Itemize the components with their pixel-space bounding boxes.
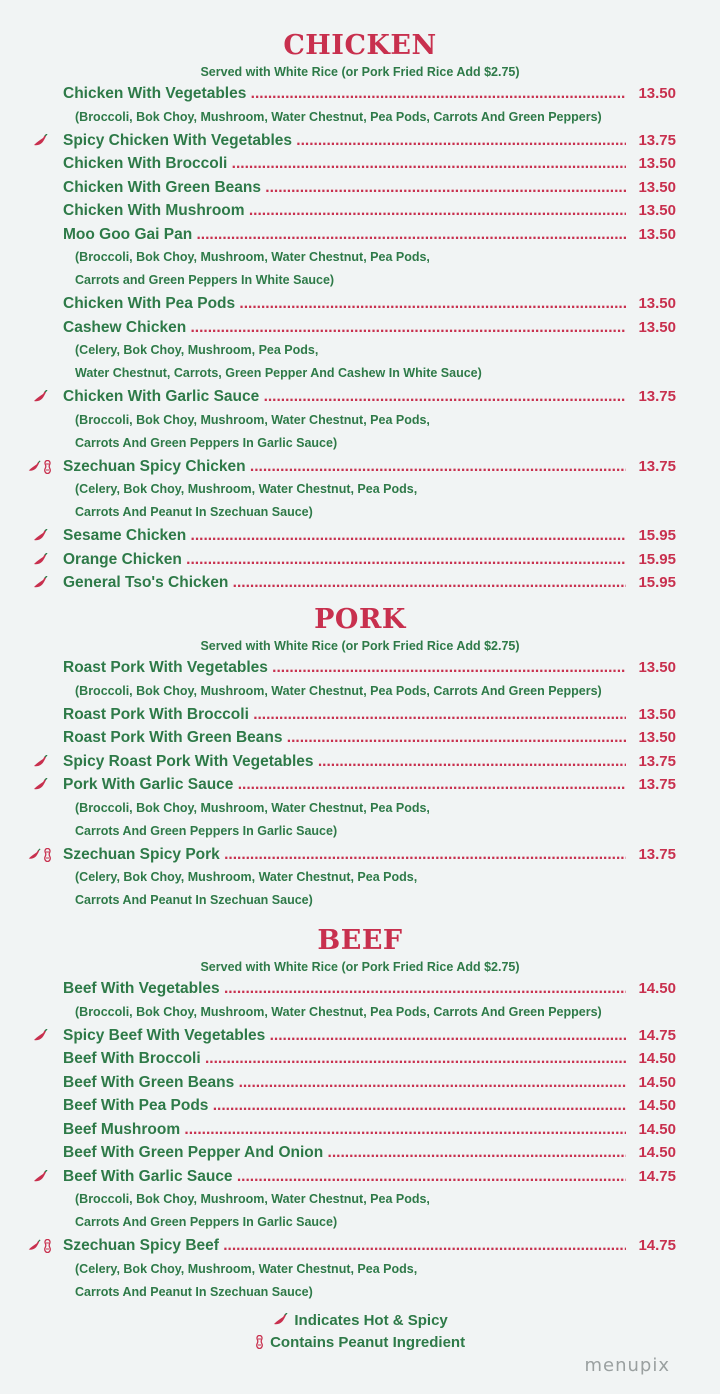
chili-pepper-icon xyxy=(32,1170,48,1184)
item-icons xyxy=(32,1029,62,1043)
item-name: Beef With Garlic Sauce ..... xyxy=(63,1165,674,1189)
menu-item xyxy=(0,548,720,572)
legend-spicy xyxy=(0,1310,720,1332)
item-name: Pork With Garlic Sauce ..... xyxy=(63,773,674,797)
item-description: Carrots And Peanut In Szechuan Sauce) xyxy=(75,893,313,907)
menu-item xyxy=(0,773,720,797)
item-description: (Broccoli, Bok Choy, Mushroom, Water Chestnut, Pea Pods, xyxy=(75,412,430,427)
menu-item xyxy=(0,223,720,247)
item-price: 14.50 xyxy=(626,1047,676,1071)
item-price: 13.50 xyxy=(626,292,676,316)
chili-pepper-icon xyxy=(27,1239,41,1253)
item-description: Carrots and Green Peppers In White Sauce) xyxy=(75,273,335,287)
chili-pepper-icon xyxy=(32,134,48,148)
section-pork xyxy=(0,604,720,912)
item-price: 14.50 xyxy=(626,1118,676,1142)
item-icons xyxy=(32,553,62,567)
menu-item xyxy=(0,1141,720,1165)
legend-spicy-label: Indicates Hot & Spicy xyxy=(294,1312,448,1329)
item-price: 14.50 xyxy=(626,1071,676,1095)
item-icons xyxy=(32,848,62,862)
item-description: Carrots And Green Peppers In Garlic Sauce) xyxy=(75,435,338,450)
chili-pepper-icon xyxy=(32,778,48,792)
item-icons xyxy=(32,755,62,769)
chili-pepper-icon xyxy=(32,576,48,590)
menu-item xyxy=(0,152,720,176)
item-price: 13.75 xyxy=(626,843,676,867)
menu-item xyxy=(0,455,720,479)
item-price: 13.75 xyxy=(626,129,676,153)
item-name: Orange Chicken ..... xyxy=(63,548,674,572)
item-name: Chicken With Pea Pods ..... xyxy=(63,292,674,316)
peanut-icon xyxy=(255,1335,264,1349)
item-name: Spicy Chicken With Vegetables ..... xyxy=(63,129,674,153)
item-price: 14.50 xyxy=(626,1141,676,1165)
legend-peanut-label: Contains Peanut Ingredient xyxy=(270,1334,466,1351)
section-beef xyxy=(0,925,720,1304)
watermark-logo: menupix xyxy=(584,1355,670,1376)
item-price: 13.50 xyxy=(626,176,676,200)
item-name: Szechuan Spicy Chicken ..... xyxy=(63,455,674,479)
item-name: Moo Goo Gai Pan ..... xyxy=(63,223,674,247)
menu-item xyxy=(0,571,720,595)
item-price: 14.75 xyxy=(626,1024,676,1048)
menu-item xyxy=(0,656,720,680)
section-chicken xyxy=(0,30,720,595)
item-name: Beef Mushroom ..... xyxy=(63,1118,674,1142)
item-description: (Broccoli, Bok Choy, Mushroom, Water Chestnut, Pea Pods, Carrots And Green Peppers) xyxy=(75,109,602,124)
item-name: Beef With Broccoli ..... xyxy=(63,1047,674,1071)
menu-item xyxy=(0,316,720,340)
menu-item xyxy=(0,292,720,316)
item-price: 13.75 xyxy=(626,773,676,797)
item-price: 13.50 xyxy=(626,82,676,106)
chili-pepper-icon xyxy=(32,755,48,769)
menu-item xyxy=(0,1024,720,1048)
item-description: (Broccoli, Bok Choy, Mushroom, Water Chestnut, Pea Pods, Carrots And Green Peppers) xyxy=(75,1004,602,1019)
menu-item xyxy=(0,726,720,750)
menu-item xyxy=(0,1094,720,1118)
section-title: BEEF xyxy=(317,925,403,956)
peanut-icon xyxy=(43,848,52,862)
chili-pepper-icon xyxy=(27,460,41,474)
item-name: Roast Pork With Vegetables ..... xyxy=(63,656,674,680)
item-name: General Tso's Chicken ..... xyxy=(63,571,674,595)
item-name: Beef With Green Pepper And Onion ..... xyxy=(63,1141,674,1165)
item-price: 13.50 xyxy=(626,316,676,340)
item-price: 13.50 xyxy=(626,223,676,247)
menu-item xyxy=(0,977,720,1001)
item-description: (Broccoli, Bok Choy, Mushroom, Water Chestnut, Pea Pods, xyxy=(75,250,430,264)
item-icons xyxy=(32,576,62,590)
item-name: Spicy Beef With Vegetables ..... xyxy=(63,1024,674,1048)
item-price: 14.75 xyxy=(626,1165,676,1189)
item-price: 15.95 xyxy=(626,571,676,595)
chili-pepper-icon xyxy=(27,848,41,862)
item-price: 13.75 xyxy=(626,385,676,409)
legend-peanut xyxy=(0,1332,720,1354)
item-icons xyxy=(32,529,62,543)
menu-item xyxy=(0,1047,720,1071)
menu-item xyxy=(0,176,720,200)
chili-pepper-icon xyxy=(32,553,48,567)
item-name: Spicy Roast Pork With Vegetables ..... xyxy=(63,750,674,774)
item-description: (Broccoli, Bok Choy, Mushroom, Water Chestnut, Pea Pods, xyxy=(75,1192,430,1206)
menu-item xyxy=(0,1071,720,1095)
item-price: 15.95 xyxy=(626,524,676,548)
item-description: (Broccoli, Bok Choy, Mushroom, Water Chestnut, Pea Pods, xyxy=(75,800,430,815)
item-name: Roast Pork With Broccoli ..... xyxy=(63,703,674,727)
section-subtitle: Served with White Rice (or Pork Fried Rice Add $2.75) xyxy=(200,639,520,653)
chili-pepper-icon xyxy=(272,1313,288,1327)
item-name: Sesame Chicken ..... xyxy=(63,524,674,548)
menu-item xyxy=(0,703,720,727)
item-description: (Celery, Bok Choy, Mushroom, Water Chestnut, Pea Pods, xyxy=(75,1261,418,1276)
section-title: CHICKEN xyxy=(283,30,437,61)
menu-item xyxy=(0,524,720,548)
item-description: Carrots And Peanut In Szechuan Sauce) xyxy=(75,1284,313,1299)
item-name: Cashew Chicken ..... xyxy=(63,316,674,340)
chili-pepper-icon xyxy=(32,1029,48,1043)
item-description: Carrots And Green Peppers In Garlic Sauce) xyxy=(75,1215,338,1229)
item-description: (Celery, Bok Choy, Mushroom, Water Chestnut, Pea Pods, xyxy=(75,482,418,496)
item-name: Chicken With Green Beans ..... xyxy=(63,176,674,200)
section-title: PORK xyxy=(314,604,406,635)
item-name: Roast Pork With Green Beans ..... xyxy=(63,726,674,750)
section-subtitle: Served with White Rice (or Pork Fried Rice Add $2.75) xyxy=(200,65,520,79)
peanut-icon xyxy=(43,1239,52,1253)
menu-item xyxy=(0,385,720,409)
menu-item xyxy=(0,129,720,153)
item-price: 13.50 xyxy=(626,703,676,727)
item-price: 13.50 xyxy=(626,656,676,680)
item-name: Chicken With Vegetables ..... xyxy=(63,82,674,106)
item-name: Szechuan Spicy Pork ..... xyxy=(63,843,674,867)
item-description: (Broccoli, Bok Choy, Mushroom, Water Chestnut, Pea Pods, Carrots And Green Peppers) xyxy=(75,683,602,698)
item-description: Water Chestnut, Carrots, Green Pepper And Cashew In White Sauce) xyxy=(75,366,482,380)
menu-item xyxy=(0,82,720,106)
item-name: Chicken With Broccoli ..... xyxy=(63,152,674,176)
item-price: 13.50 xyxy=(626,199,676,223)
item-name: Chicken With Garlic Sauce ..... xyxy=(63,385,674,409)
menu-item xyxy=(0,1234,720,1258)
item-description: Carrots And Green Peppers In Garlic Sauce) xyxy=(75,823,338,838)
item-icons xyxy=(32,390,62,404)
menu-item xyxy=(0,843,720,867)
item-icons xyxy=(32,134,62,148)
item-icons xyxy=(32,460,62,474)
legend xyxy=(0,1310,720,1354)
item-icons xyxy=(32,1239,62,1253)
menu-item xyxy=(0,199,720,223)
item-name: Szechuan Spicy Beef ..... xyxy=(63,1234,674,1258)
item-name: Chicken With Mushroom ..... xyxy=(63,199,674,223)
chili-pepper-icon xyxy=(32,529,48,543)
item-price: 14.50 xyxy=(626,977,676,1001)
menu-item xyxy=(0,1118,720,1142)
item-name: Beef With Vegetables ..... xyxy=(63,977,674,1001)
item-description: Carrots And Peanut In Szechuan Sauce) xyxy=(75,505,313,519)
item-description: (Celery, Bok Choy, Mushroom, Water Chestnut, Pea Pods, xyxy=(75,870,418,884)
section-subtitle: Served with White Rice (or Pork Fried Rice Add $2.75) xyxy=(200,960,520,974)
peanut-icon xyxy=(43,460,52,474)
item-name: Beef With Pea Pods ..... xyxy=(63,1094,674,1118)
item-price: 13.50 xyxy=(626,726,676,750)
item-price: 14.50 xyxy=(626,1094,676,1118)
item-icons xyxy=(32,778,62,792)
item-price: 13.75 xyxy=(626,455,676,479)
item-name: Beef With Green Beans ..... xyxy=(63,1071,674,1095)
menu-item xyxy=(0,1165,720,1189)
item-price: 13.75 xyxy=(626,750,676,774)
item-description: (Celery, Bok Choy, Mushroom, Pea Pods, xyxy=(75,343,319,357)
item-icons xyxy=(32,1170,62,1184)
item-price: 13.50 xyxy=(626,152,676,176)
item-price: 14.75 xyxy=(626,1234,676,1258)
item-price: 15.95 xyxy=(626,548,676,572)
menu-item xyxy=(0,750,720,774)
chili-pepper-icon xyxy=(32,390,48,404)
